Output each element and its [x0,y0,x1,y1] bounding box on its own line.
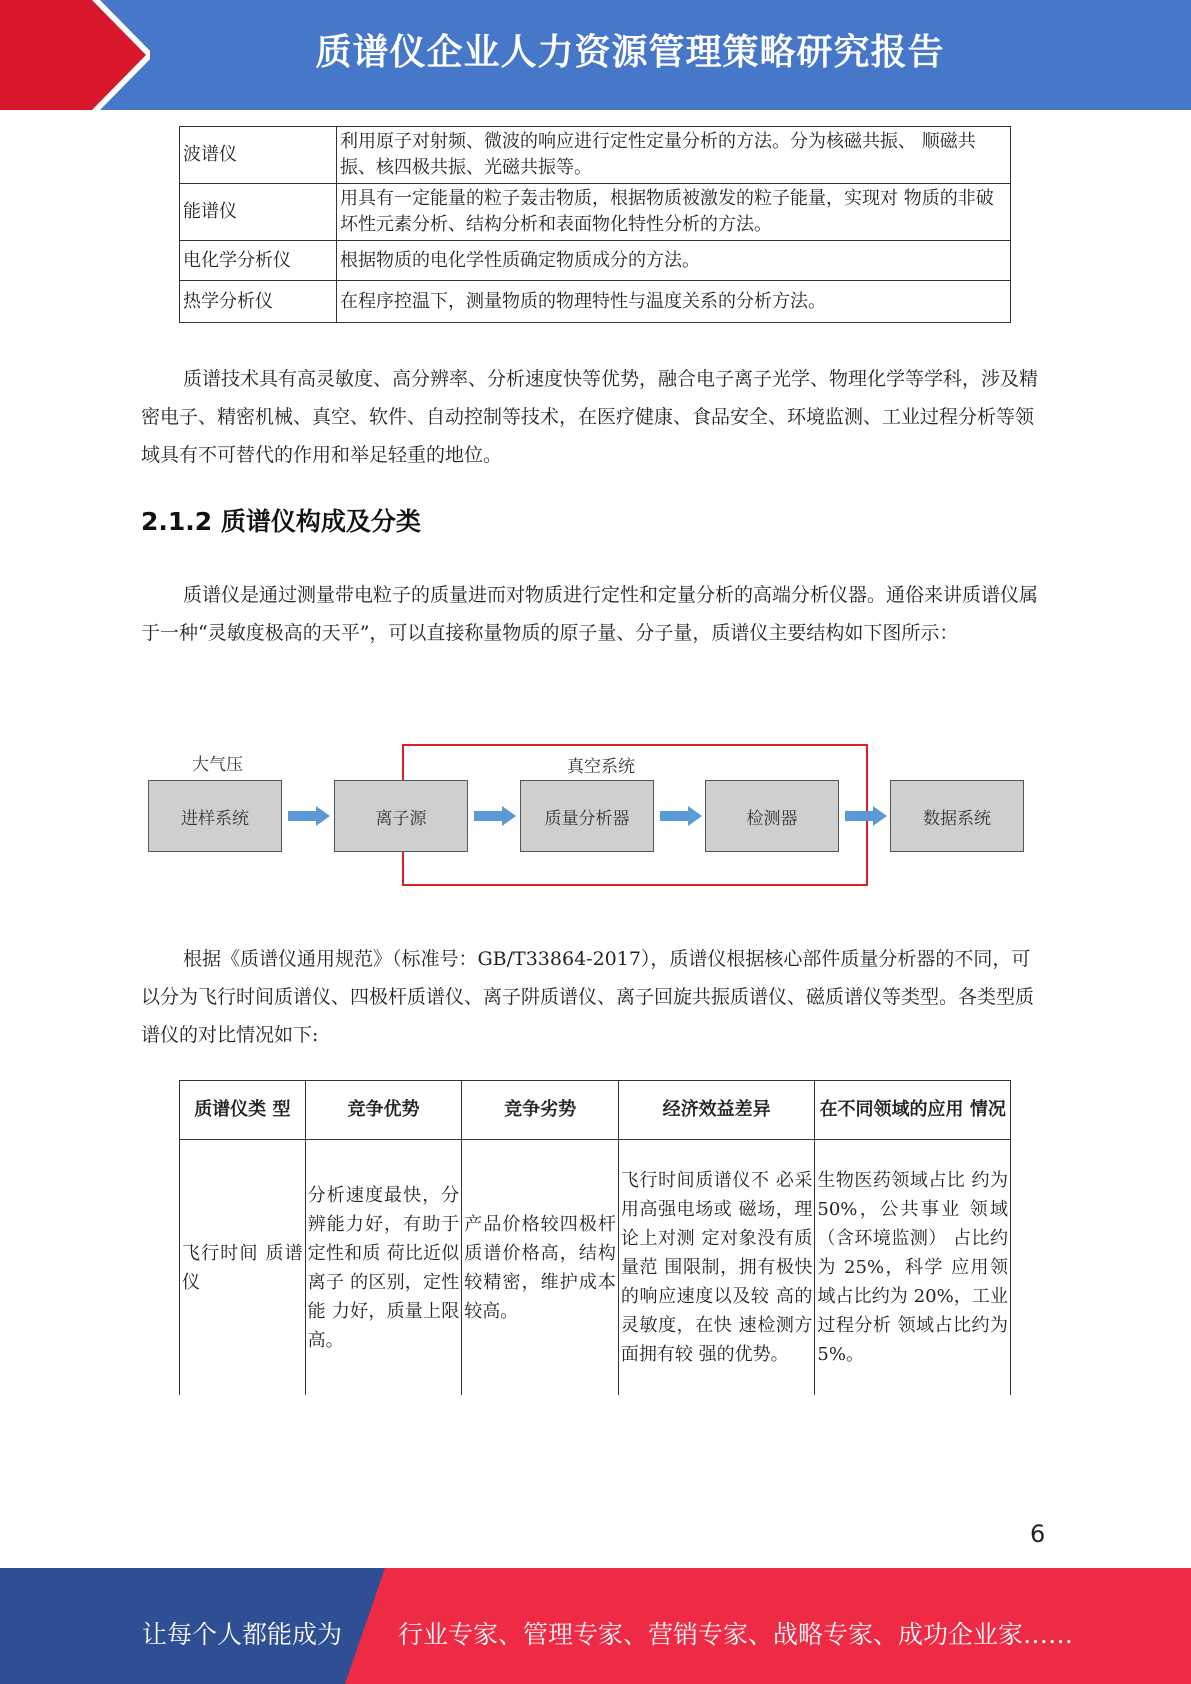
comparison-table [179,1080,1011,1395]
table-cell-desc: 在程序控温下，测量物质的物理特性与温度关系的分析方法。 [337,281,1011,323]
table-row [180,241,1011,281]
column-header: 经济效益差异 [618,1081,814,1140]
column-header: 竞争优势 [305,1081,462,1140]
body-paragraph: 质谱仪是通过测量带电粒子的质量进而对物质进行定性和定量分析的高端分析仪器。通俗来讲质谱仪属于一种“灵敏度极高的天平”，可以直接称量物质的原子量、分子量，质谱仪主要结构如下图所示： [141,584,1039,644]
table-cell-name: 热学分析仪 [180,281,337,323]
diagram-box-data-system: 数据系统 [890,780,1024,852]
table-cell: 产品价格较四极杆质谱价格高，结构较精密，维护成本较高。 [462,1140,619,1396]
table-cell: 飞行时间质谱仪不 必采用高强电场或 磁场，理论上对测 定对象没有质量范 围限制，拥有极快 的响应速度以及较 高的灵敏度，在快 速检测方面拥有较 强的优势。 [618,1140,814,1396]
table-row [180,281,1011,323]
vacuum-label: 真空系统 [567,757,635,777]
table-cell-desc: 根据物质的电化学性质确定物质成分的方法。 [337,241,1011,281]
table-row [180,1140,1011,1396]
header-chevron-decoration [0,0,150,110]
diagram-box-sample-intake: 进样系统 [148,780,282,852]
table-cell-name: 能谱仪 [180,184,337,241]
atmosphere-label: 大气压 [192,755,243,775]
column-header: 竞争劣势 [462,1081,619,1140]
arrow-right-icon [845,806,887,826]
table-cell-name: 电化学分析仪 [180,241,337,281]
table-row [180,184,1011,241]
report-title: 质谱仪企业人力资源管理策略研究报告 [315,32,945,73]
diagram-box-mass-analyzer: 质量分析器 [520,780,654,852]
table-cell: 飞行时间 质谱仪 [180,1140,306,1396]
table-cell: 生物医药领域占比 约为 50%，公共事业 领域（含环境监测） 占比约为 25%，科学 应用领域占比约为 20%，工业过程分析 领域占比约为 5%。 [815,1140,1011,1396]
table-header-row [180,1081,1011,1140]
footer-slogan-right: 行业专家、管理专家、营销专家、战略专家、成功企业家…… [398,1620,1074,1649]
table-row [180,127,1011,184]
body-paragraph: 质谱技术具有高灵敏度、高分辨率、分析速度快等优势，融合电子离子光学、物理化学等学科，涉及精密电子、精密机械、真空、软件、自动控制等技术，在医疗健康、食品安全、环境监测、工业过程分析等领域具有不可替代的作用和举足轻重的地位。 [141,368,1039,466]
body-paragraph: 根据《质谱仪通用规范》（标准号：GB/T33864-2017），质谱仪根据核心部件质量分析器的不同，可以分为飞行时间质谱仪、四极杆质谱仪、离子阱质谱仪、离子回旋共振质谱仪、磁质谱仪等类型。各类型质谱仪的对比情况如下: [141,948,1035,1046]
table-cell-desc: 用具有一定能量的粒子轰击物质，根据物质被激发的粒子能量，实现对 物质的非破坏性元素分析、结构分析和表面物化特性分析的方法。 [337,184,1011,241]
footer-slogan-left: 让每个人都能成为 [142,1620,343,1649]
column-header: 在不同领域的应用 情况 [815,1081,1011,1140]
arrow-right-icon [660,806,702,826]
page-header [0,0,1191,110]
arrow-right-icon [288,806,330,826]
method-table [179,126,1011,323]
mass-spectrometer-structure-diagram [140,740,1040,890]
column-header: 质谱仪类 型 [180,1081,306,1140]
section-heading: 2.1.2 质谱仪构成及分类 [141,507,421,536]
diagram-box-detector: 检测器 [705,780,839,852]
diagram-box-ion-source: 离子源 [334,780,468,852]
table-cell-name: 波谱仪 [180,127,337,184]
table-cell: 分析速度最快，分辨能力好，有助于定性和质 荷比近似离子 的区别，定性能 力好，质量上限 高。 [305,1140,462,1396]
table-cell-desc: 利用原子对射频、微波的响应进行定性定量分析的方法。分为核磁共振、 顺磁共振、核四极共振、光磁共振等。 [337,127,1011,184]
page-number: 6 [1030,1520,1046,1548]
arrow-right-icon [474,806,516,826]
